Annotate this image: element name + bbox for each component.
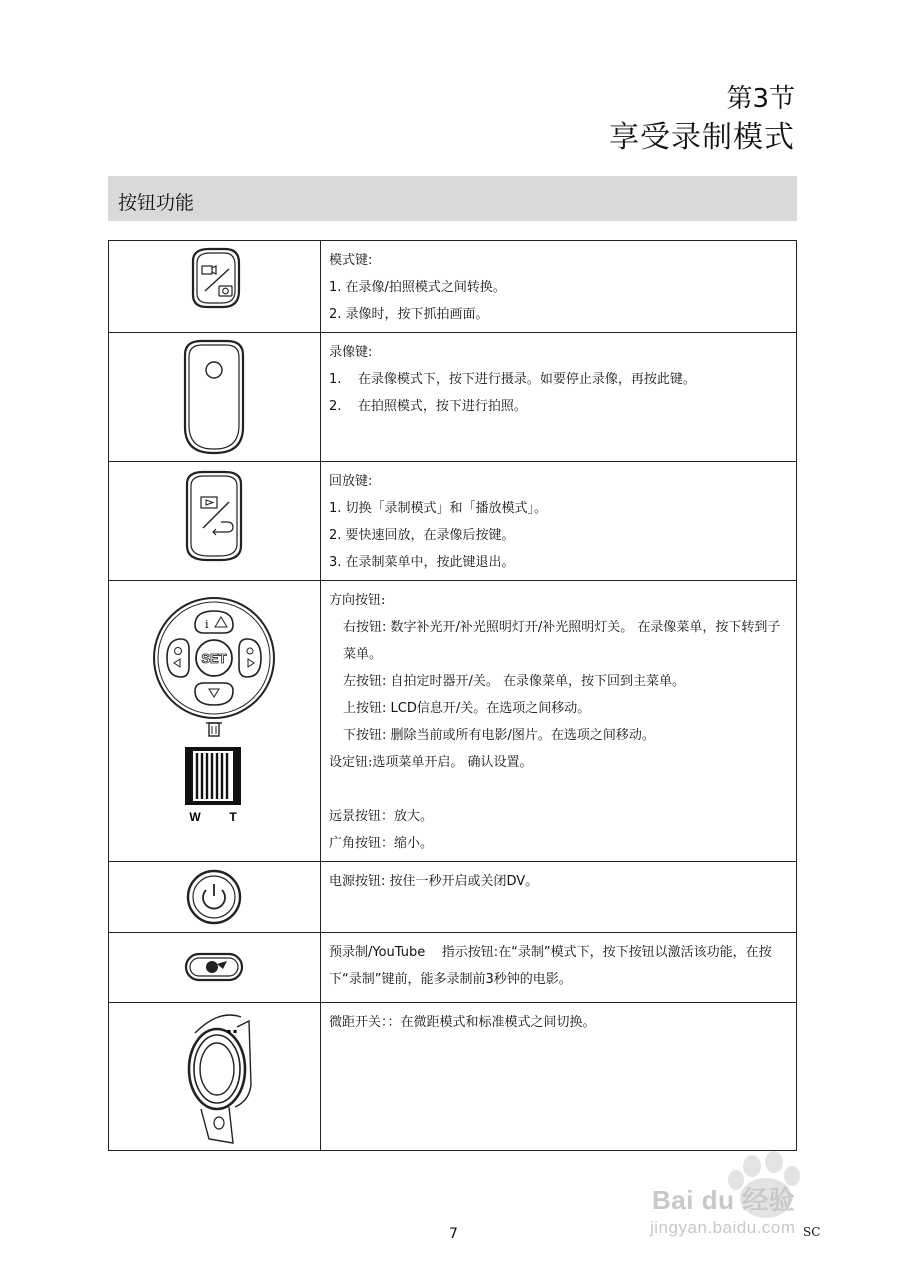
set-line: 设定钮:选项菜单开启。 确认设置。: [329, 755, 533, 770]
wide-label: W: [189, 810, 201, 824]
macro-switch-icon: [109, 1003, 320, 1150]
text-cell: [321, 241, 797, 333]
power-button-icon: [109, 862, 320, 932]
table-row: [109, 333, 797, 462]
svg-text:i: i: [205, 618, 209, 631]
section-title: 按钮功能: [118, 192, 195, 214]
icon-cell: [109, 241, 321, 333]
zoom-line: 远景按钮：放大。: [329, 809, 434, 824]
set-label: SET: [201, 651, 227, 666]
page-language: SC: [803, 1225, 821, 1239]
row-heading: 预录制/YouTube 指示按钮:在“录制”模式下，按下按钮以激活该功能，在按下“录制”键前，能多录制前3秒钟的电影。: [329, 945, 772, 987]
chapter-number: 第3节: [726, 84, 795, 114]
text-cell: [321, 862, 797, 933]
spacer: [329, 776, 788, 803]
watermark-url: jingyan.baidu.com: [650, 1218, 796, 1237]
table-row: [109, 581, 797, 862]
icon-cell: [109, 1003, 321, 1151]
icon-cell: [109, 933, 321, 1003]
icon-cell: [109, 862, 321, 933]
table-row: [109, 462, 797, 581]
mode-key-icon: [109, 241, 320, 318]
table-row: [109, 933, 797, 1003]
section-header: [108, 176, 797, 221]
watermark-brand: Bai du 经验: [652, 1185, 796, 1215]
direction-pad-icon: [109, 581, 320, 848]
playback-key-icon: [109, 462, 320, 570]
row-line: 左按钮: 自拍定时器开/关。 在录像菜单，按下回到主菜单。: [343, 674, 686, 689]
row-heading: 录像键:: [329, 345, 373, 360]
row-line: 1. 在录像/拍照模式之间转换。: [329, 280, 506, 295]
tele-label: T: [229, 810, 237, 824]
row-line: 1. 在录像模式下，按下进行摄录。如要停止录像，再按此键。: [329, 372, 696, 387]
table-row: [109, 862, 797, 933]
icon-cell: [109, 333, 321, 462]
row-line: 2. 录像时，按下抓拍画面。: [329, 307, 489, 322]
table-row: [109, 241, 797, 333]
row-heading: 模式键:: [329, 253, 373, 268]
row-line: 1. 切换「录制模式」和「播放模式」。: [329, 501, 548, 516]
icon-cell: [109, 581, 321, 862]
row-line: 2. 要快速回放，在录像后按键。: [329, 528, 515, 543]
icon-cell: [109, 462, 321, 581]
table-row: [109, 1003, 797, 1151]
text-cell: [321, 462, 797, 581]
row-line: 3. 在录制菜单中，按此键退出。: [329, 555, 515, 570]
text-cell: [321, 581, 797, 862]
row-line: 下按钮: 删除当前或所有电影/图片。在选项之间移动。: [343, 728, 655, 743]
row-line: 2. 在拍照模式，按下进行拍照。: [329, 399, 527, 414]
text-cell: [321, 1003, 797, 1151]
text-cell: [321, 333, 797, 462]
zoom-line: 广角按钮：缩小。: [329, 836, 434, 851]
row-line: 右按钮: 数字补光开/补光照明灯开/补光照明灯关。 在录像菜单，按下转到子菜单。: [343, 620, 781, 662]
button-function-table: [108, 240, 797, 1151]
page-number: 7: [449, 1226, 458, 1242]
record-key-icon: [109, 333, 320, 461]
row-line: 上按钮: LCD信息开/关。在选项之间移动。: [343, 701, 591, 716]
row-heading: 回放键:: [329, 474, 373, 489]
svg-text:▪ ▪: ▪ ▪: [227, 1028, 238, 1035]
row-heading: 方向按钮:: [329, 593, 386, 608]
row-heading: 电源按钮: 按住一秒开启或关闭DV。: [329, 874, 539, 889]
chapter-title: 享受录制模式: [609, 120, 795, 155]
text-cell: [321, 933, 797, 1003]
youtube-button-icon: [109, 933, 320, 1002]
row-heading: 微距开关：：在微距模式和标准模式之间切换。: [329, 1015, 596, 1030]
